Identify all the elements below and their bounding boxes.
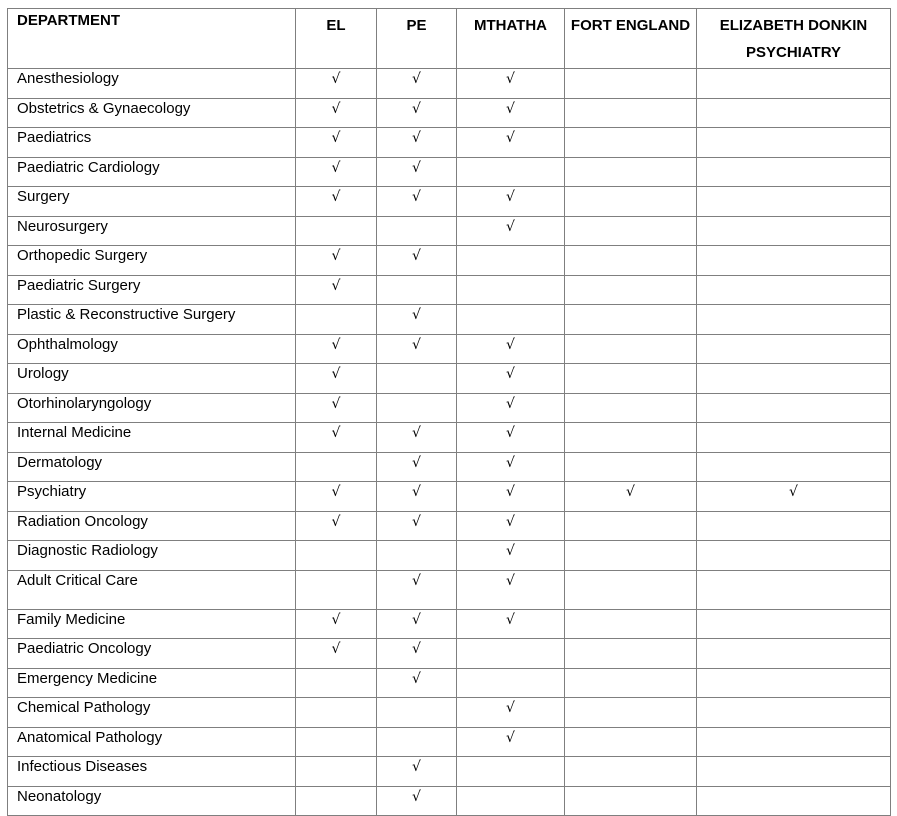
check-icon: √ bbox=[412, 425, 421, 441]
cell-elizabeth-donkin-psychiatry bbox=[697, 482, 891, 512]
department-name: Diagnostic Radiology bbox=[8, 541, 296, 571]
cell-el bbox=[296, 98, 377, 128]
department-name: Anatomical Pathology bbox=[8, 727, 296, 757]
cell-pe bbox=[377, 216, 457, 246]
cell-pe bbox=[377, 452, 457, 482]
cell-elizabeth-donkin-psychiatry bbox=[697, 698, 891, 728]
cell-el bbox=[296, 541, 377, 571]
check-icon: √ bbox=[331, 611, 341, 628]
cell-pe bbox=[377, 187, 457, 217]
cell-pe bbox=[377, 786, 457, 816]
cell-el bbox=[296, 423, 377, 453]
cell-mthatha bbox=[457, 334, 565, 364]
cell-mthatha bbox=[457, 98, 565, 128]
department-name: Infectious Diseases bbox=[8, 757, 296, 787]
cell-pe bbox=[377, 275, 457, 305]
cell-pe bbox=[377, 511, 457, 541]
cell-pe bbox=[377, 128, 457, 158]
cell-fort-england bbox=[565, 98, 697, 128]
cell-el bbox=[296, 305, 377, 335]
cell-pe bbox=[377, 482, 457, 512]
check-icon: √ bbox=[331, 395, 341, 412]
cell-elizabeth-donkin-psychiatry bbox=[697, 69, 891, 99]
cell-elizabeth-donkin-psychiatry bbox=[697, 275, 891, 305]
cell-fort-england bbox=[565, 364, 697, 394]
table-row bbox=[8, 757, 891, 787]
check-icon: √ bbox=[506, 700, 515, 716]
check-icon: √ bbox=[506, 100, 515, 117]
check-icon: √ bbox=[412, 336, 421, 353]
check-icon: √ bbox=[412, 454, 421, 471]
cell-elizabeth-donkin-psychiatry bbox=[697, 423, 891, 453]
check-icon: √ bbox=[412, 759, 421, 775]
cell-fort-england bbox=[565, 609, 697, 639]
table-row bbox=[8, 698, 891, 728]
cell-pe bbox=[377, 364, 457, 394]
check-icon: √ bbox=[506, 513, 515, 530]
table-row bbox=[8, 334, 891, 364]
cell-mthatha bbox=[457, 216, 565, 246]
department-name: Anesthesiology bbox=[8, 69, 296, 99]
cell-el bbox=[296, 69, 377, 99]
cell-fort-england bbox=[565, 216, 697, 246]
cell-pe bbox=[377, 570, 457, 609]
department-name: Paediatric Oncology bbox=[8, 639, 296, 669]
department-name: Radiation Oncology bbox=[8, 511, 296, 541]
cell-pe bbox=[377, 423, 457, 453]
cell-el bbox=[296, 668, 377, 698]
check-icon: √ bbox=[331, 71, 341, 87]
cell-elizabeth-donkin-psychiatry bbox=[697, 727, 891, 757]
table-row bbox=[8, 452, 891, 482]
department-name: Orthopedic Surgery bbox=[8, 246, 296, 276]
cell-el bbox=[296, 157, 377, 187]
check-icon: √ bbox=[331, 189, 341, 205]
cell-mthatha bbox=[457, 786, 565, 816]
header-el: EL bbox=[296, 9, 377, 69]
cell-fort-england bbox=[565, 570, 697, 609]
cell-mthatha bbox=[457, 668, 565, 698]
cell-mthatha bbox=[457, 452, 565, 482]
cell-pe bbox=[377, 393, 457, 423]
cell-fort-england bbox=[565, 757, 697, 787]
check-icon: √ bbox=[331, 366, 341, 382]
table-row bbox=[8, 246, 891, 276]
cell-fort-england bbox=[565, 393, 697, 423]
cell-fort-england bbox=[565, 69, 697, 99]
header-mthatha: MTHATHA bbox=[457, 9, 565, 69]
table-row bbox=[8, 570, 891, 609]
cell-el bbox=[296, 786, 377, 816]
department-name: Psychiatry bbox=[8, 482, 296, 512]
cell-el bbox=[296, 452, 377, 482]
table-row bbox=[8, 187, 891, 217]
cell-el bbox=[296, 187, 377, 217]
department-name: Surgery bbox=[8, 187, 296, 217]
cell-fort-england bbox=[565, 423, 697, 453]
cell-mthatha bbox=[457, 157, 565, 187]
check-icon: √ bbox=[412, 484, 421, 500]
table-row bbox=[8, 128, 891, 158]
check-icon: √ bbox=[506, 454, 515, 471]
cell-elizabeth-donkin-psychiatry bbox=[697, 757, 891, 787]
cell-elizabeth-donkin-psychiatry bbox=[697, 364, 891, 394]
check-icon: √ bbox=[506, 729, 515, 746]
cell-el bbox=[296, 727, 377, 757]
cell-mthatha bbox=[457, 757, 565, 787]
check-icon: √ bbox=[331, 425, 341, 441]
cell-fort-england bbox=[565, 305, 697, 335]
department-name: Plastic & Reconstructive Surgery bbox=[8, 305, 296, 335]
check-icon: √ bbox=[506, 611, 515, 628]
cell-elizabeth-donkin-psychiatry bbox=[697, 541, 891, 571]
cell-pe bbox=[377, 305, 457, 335]
check-icon: √ bbox=[506, 71, 515, 87]
department-table bbox=[7, 8, 891, 816]
cell-mthatha bbox=[457, 305, 565, 335]
cell-elizabeth-donkin-psychiatry bbox=[697, 668, 891, 698]
table-body bbox=[8, 69, 891, 816]
cell-fort-england bbox=[565, 668, 697, 698]
table-row bbox=[8, 639, 891, 669]
department-name: Obstetrics & Gynaecology bbox=[8, 98, 296, 128]
cell-fort-england bbox=[565, 511, 697, 541]
department-name: Ophthalmology bbox=[8, 334, 296, 364]
cell-pe bbox=[377, 246, 457, 276]
table-row bbox=[8, 98, 891, 128]
cell-fort-england bbox=[565, 275, 697, 305]
check-icon: √ bbox=[506, 572, 515, 589]
check-icon: √ bbox=[412, 307, 421, 323]
table-row bbox=[8, 727, 891, 757]
check-icon: √ bbox=[412, 572, 421, 589]
table-row bbox=[8, 609, 891, 639]
cell-elizabeth-donkin-psychiatry bbox=[697, 570, 891, 609]
cell-elizabeth-donkin-psychiatry bbox=[697, 216, 891, 246]
check-icon: √ bbox=[789, 484, 798, 500]
cell-mthatha bbox=[457, 511, 565, 541]
cell-elizabeth-donkin-psychiatry bbox=[697, 393, 891, 423]
cell-el bbox=[296, 482, 377, 512]
cell-elizabeth-donkin-psychiatry bbox=[697, 639, 891, 669]
check-icon: √ bbox=[331, 159, 341, 176]
check-icon: √ bbox=[412, 100, 421, 117]
check-icon: √ bbox=[331, 100, 341, 117]
cell-elizabeth-donkin-psychiatry bbox=[697, 128, 891, 158]
cell-mthatha bbox=[457, 393, 565, 423]
header-elizabeth-donkin-psychiatry: ELIZABETH DONKIN PSYCHIATRY bbox=[697, 9, 891, 69]
check-icon: √ bbox=[506, 366, 515, 382]
check-icon: √ bbox=[412, 670, 421, 687]
cell-mthatha bbox=[457, 639, 565, 669]
check-icon: √ bbox=[412, 130, 421, 146]
cell-fort-england bbox=[565, 639, 697, 669]
department-name: Neonatology bbox=[8, 786, 296, 816]
cell-el bbox=[296, 698, 377, 728]
cell-elizabeth-donkin-psychiatry bbox=[697, 187, 891, 217]
check-icon: √ bbox=[506, 395, 515, 412]
cell-elizabeth-donkin-psychiatry bbox=[697, 305, 891, 335]
check-icon: √ bbox=[331, 277, 341, 294]
cell-elizabeth-donkin-psychiatry bbox=[697, 786, 891, 816]
cell-mthatha bbox=[457, 423, 565, 453]
cell-el bbox=[296, 609, 377, 639]
department-name: Dermatology bbox=[8, 452, 296, 482]
cell-el bbox=[296, 393, 377, 423]
cell-elizabeth-donkin-psychiatry bbox=[697, 334, 891, 364]
table-row bbox=[8, 541, 891, 571]
check-icon: √ bbox=[412, 611, 421, 628]
check-icon: √ bbox=[506, 336, 515, 353]
table-row bbox=[8, 275, 891, 305]
cell-mthatha bbox=[457, 727, 565, 757]
check-icon: √ bbox=[506, 189, 515, 205]
cell-pe bbox=[377, 639, 457, 669]
cell-elizabeth-donkin-psychiatry bbox=[697, 511, 891, 541]
cell-el bbox=[296, 511, 377, 541]
cell-mthatha bbox=[457, 246, 565, 276]
cell-fort-england bbox=[565, 482, 697, 512]
table-row bbox=[8, 69, 891, 99]
cell-pe bbox=[377, 727, 457, 757]
cell-el bbox=[296, 275, 377, 305]
cell-mthatha bbox=[457, 698, 565, 728]
table-row bbox=[8, 511, 891, 541]
cell-fort-england bbox=[565, 246, 697, 276]
cell-mthatha bbox=[457, 364, 565, 394]
check-icon: √ bbox=[506, 425, 515, 441]
department-name: Family Medicine bbox=[8, 609, 296, 639]
department-name: Internal Medicine bbox=[8, 423, 296, 453]
check-icon: √ bbox=[412, 189, 421, 205]
cell-el bbox=[296, 246, 377, 276]
department-name: Chemical Pathology bbox=[8, 698, 296, 728]
check-icon: √ bbox=[412, 641, 421, 657]
check-icon: √ bbox=[331, 484, 341, 500]
cell-pe bbox=[377, 69, 457, 99]
cell-el bbox=[296, 639, 377, 669]
check-icon: √ bbox=[331, 248, 341, 264]
cell-fort-england bbox=[565, 334, 697, 364]
cell-pe bbox=[377, 334, 457, 364]
cell-pe bbox=[377, 98, 457, 128]
table-row bbox=[8, 305, 891, 335]
cell-elizabeth-donkin-psychiatry bbox=[697, 452, 891, 482]
check-icon: √ bbox=[506, 218, 515, 235]
department-name: Urology bbox=[8, 364, 296, 394]
table-row bbox=[8, 423, 891, 453]
department-name: Paediatric Cardiology bbox=[8, 157, 296, 187]
check-icon: √ bbox=[331, 641, 341, 657]
header-department: DEPARTMENT bbox=[8, 9, 296, 69]
cell-fort-england bbox=[565, 698, 697, 728]
cell-fort-england bbox=[565, 187, 697, 217]
cell-mthatha bbox=[457, 482, 565, 512]
cell-mthatha bbox=[457, 609, 565, 639]
cell-el bbox=[296, 216, 377, 246]
cell-elizabeth-donkin-psychiatry bbox=[697, 98, 891, 128]
check-icon: √ bbox=[331, 513, 341, 530]
department-name: Otorhinolaryngology bbox=[8, 393, 296, 423]
cell-pe bbox=[377, 609, 457, 639]
cell-elizabeth-donkin-psychiatry bbox=[697, 246, 891, 276]
table-row bbox=[8, 364, 891, 394]
check-icon: √ bbox=[506, 543, 515, 559]
header-fort-england: FORT ENGLAND bbox=[565, 9, 697, 69]
check-icon: √ bbox=[412, 71, 421, 87]
cell-mthatha bbox=[457, 69, 565, 99]
check-icon: √ bbox=[412, 788, 421, 805]
table-row bbox=[8, 482, 891, 512]
cell-fort-england bbox=[565, 128, 697, 158]
department-name: Paediatric Surgery bbox=[8, 275, 296, 305]
cell-pe bbox=[377, 541, 457, 571]
cell-el bbox=[296, 570, 377, 609]
cell-mthatha bbox=[457, 187, 565, 217]
check-icon: √ bbox=[506, 484, 515, 500]
department-name: Neurosurgery bbox=[8, 216, 296, 246]
check-icon: √ bbox=[412, 513, 421, 530]
cell-el bbox=[296, 334, 377, 364]
cell-el bbox=[296, 757, 377, 787]
check-icon: √ bbox=[626, 484, 635, 500]
cell-fort-england bbox=[565, 541, 697, 571]
check-icon: √ bbox=[331, 130, 341, 146]
cell-mthatha bbox=[457, 541, 565, 571]
cell-fort-england bbox=[565, 727, 697, 757]
table-row bbox=[8, 216, 891, 246]
cell-mthatha bbox=[457, 275, 565, 305]
cell-elizabeth-donkin-psychiatry bbox=[697, 157, 891, 187]
header-pe: PE bbox=[377, 9, 457, 69]
cell-fort-england bbox=[565, 786, 697, 816]
table-row bbox=[8, 786, 891, 816]
cell-mthatha bbox=[457, 570, 565, 609]
cell-pe bbox=[377, 157, 457, 187]
cell-pe bbox=[377, 698, 457, 728]
check-icon: √ bbox=[412, 248, 421, 264]
department-name: Emergency Medicine bbox=[8, 668, 296, 698]
header-row bbox=[8, 9, 891, 69]
cell-pe bbox=[377, 668, 457, 698]
department-name: Adult Critical Care bbox=[8, 570, 296, 609]
cell-el bbox=[296, 128, 377, 158]
cell-elizabeth-donkin-psychiatry bbox=[697, 609, 891, 639]
cell-pe bbox=[377, 757, 457, 787]
cell-mthatha bbox=[457, 128, 565, 158]
table-row bbox=[8, 157, 891, 187]
cell-fort-england bbox=[565, 452, 697, 482]
table-row bbox=[8, 668, 891, 698]
table-row bbox=[8, 393, 891, 423]
cell-fort-england bbox=[565, 157, 697, 187]
cell-el bbox=[296, 364, 377, 394]
check-icon: √ bbox=[331, 336, 341, 353]
check-icon: √ bbox=[412, 159, 421, 176]
check-icon: √ bbox=[506, 130, 515, 146]
department-name: Paediatrics bbox=[8, 128, 296, 158]
